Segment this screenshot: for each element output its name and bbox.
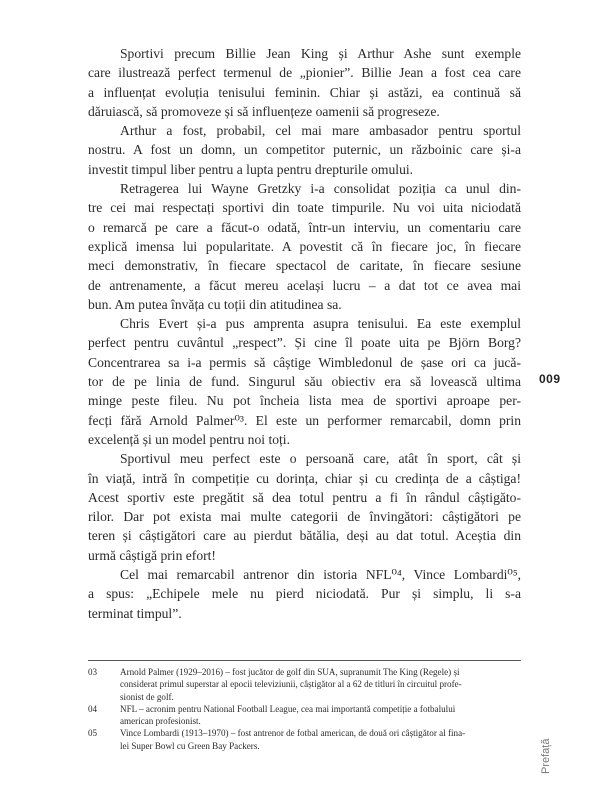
text-line: Sportivul meu perfect este o persoană care, atât în sport, cât și	[120, 451, 521, 467]
text-line: Retragerea lui Wayne Gretzky i-a consolidat poziția ca unul din-	[120, 181, 521, 197]
footnote-text	[120, 727, 521, 752]
footnote-line: sionist de golf.	[120, 691, 174, 702]
footnote-line: Arnold Palmer (1929–2016) – fost jucător de golf din SUA, supranumit The King (Regele) și	[120, 667, 460, 677]
text-line: teren și câștigători care au pierdut bătălia, deși au dat totul. Aceștia din	[88, 528, 521, 544]
paragraph	[88, 121, 521, 179]
text-line: Acest sportiv este pregătit să dea totul pentru a fi în rândul câștigăto-	[88, 489, 521, 505]
footnote-line: NFL – acronim pentru National Football League, cea mai importantă competiție a fotbalului	[120, 703, 456, 714]
text-line: tre cei mai respectați sportivi din toate timpurile. Nu voi uita niciodată	[88, 200, 521, 216]
text-line: a influențat evoluția tenisului feminin. Chiar și astăzi, ea continuă să	[88, 84, 521, 100]
footnote-text	[120, 666, 521, 703]
page-number: 009	[539, 372, 561, 386]
footnote-line: lei Super Bowl cu Green Bay Packers.	[120, 740, 260, 751]
text-line: care ilustrează perfect termenul de „pionier”. Billie Jean a fost cea care	[88, 65, 521, 81]
text-line: nostru. A fost un domn, un competitor puternic, un războinic care și-a	[88, 142, 521, 158]
footnote-line: Vince Lombardi (1913–1970) – fost antrenor de fotbal american, de două ori câștigător al fina-	[120, 728, 466, 739]
text-line: în viață, intră în competiție cu dorința, chiar și cu credința de a câștiga!	[88, 470, 521, 486]
text-line: excelență și un model pentru noi toți.	[88, 431, 290, 447]
text-line: Arthur a fost, probabil, cel mai mare ambasador pentru sportul	[120, 123, 521, 139]
text-line: investit timpul liber pentru a lupta pentru drepturile omului.	[88, 161, 414, 177]
text-line: a spus: „Echipele mele nu pierd niciodată. Pur și simplu, li s-a	[88, 586, 521, 602]
text-line: explică imensa lui popularitate. A povestit că în fiecare joc, în fiecare	[88, 238, 521, 254]
paragraph	[88, 314, 521, 449]
running-head	[536, 684, 560, 774]
footnote-number: 05	[88, 728, 98, 739]
text-line: o remarcă pe care a făcut-o odată, într-un interviu, un comentariu care	[88, 219, 521, 235]
footnote	[88, 727, 521, 752]
text-line: perfect pentru cuvântul „respect”. Și cine îl poate uita pe Björn Borg?	[88, 335, 521, 351]
footnote-divider	[88, 660, 521, 661]
text-line: minge peste fileu. Nu pot încheia lista mea de sportivi aproape per-	[88, 393, 521, 409]
footnote-line: considerat primul superstar al epocii televiziunii, câștigător al a 62 de titluri în circuitul profe-	[120, 679, 462, 690]
paragraph	[88, 565, 521, 623]
text-line: Concentrarea sa i-a permis să câștige Wimbledonul de șase ori ca jucă-	[88, 354, 521, 370]
text-line: dăruiască, să promoveze și să influențeze oamenii să progreseze.	[88, 103, 440, 119]
text-line: bun. Am putea învăța cu toții din atitudinea sa.	[88, 296, 342, 312]
text-line: Chris Evert și-a pus amprenta asupra tenisului. Ea este exemplul	[120, 316, 521, 332]
text-line: de antrenamente, a făcut mereu același lucru – a dat tot ce avea mai	[88, 277, 521, 293]
text-line: tor de pe linia de fund. Singurul său obiectiv era să lovească ultima	[88, 374, 521, 390]
footnote-number: 04	[88, 703, 98, 714]
paragraph	[88, 179, 521, 314]
text-line: rilor. Dar pot exista mai multe categorii de învingători: câștigători pe	[88, 509, 521, 525]
footnotes	[88, 666, 521, 752]
text-line: meci demonstrativ, în fiecare spectacol de caritate, în fiecare sesiune	[88, 258, 521, 274]
footnote-number: 03	[88, 667, 98, 677]
body-text	[88, 44, 521, 623]
footnote-line: american profesionist.	[120, 716, 201, 727]
text-line: terminat timpul”.	[88, 605, 182, 621]
text-line: urmă câștigă prin efort!	[88, 547, 216, 563]
paragraph	[88, 449, 521, 565]
footnote	[88, 703, 521, 728]
text-line: fecți fără Arnold Palmer⁰³. El este un performer remarcabil, domn prin	[88, 412, 521, 428]
text-line: Cel mai remarcabil antrenor din istoria NFL⁰⁴, Vince Lombardi⁰⁵,	[120, 567, 521, 583]
footnote	[88, 666, 521, 703]
running-head-label: Prefață	[540, 738, 552, 774]
footnote-text	[120, 703, 521, 728]
text-line: Sportivi precum Billie Jean King și Arthur Ashe sunt exemple	[120, 46, 521, 61]
paragraph	[88, 44, 521, 121]
